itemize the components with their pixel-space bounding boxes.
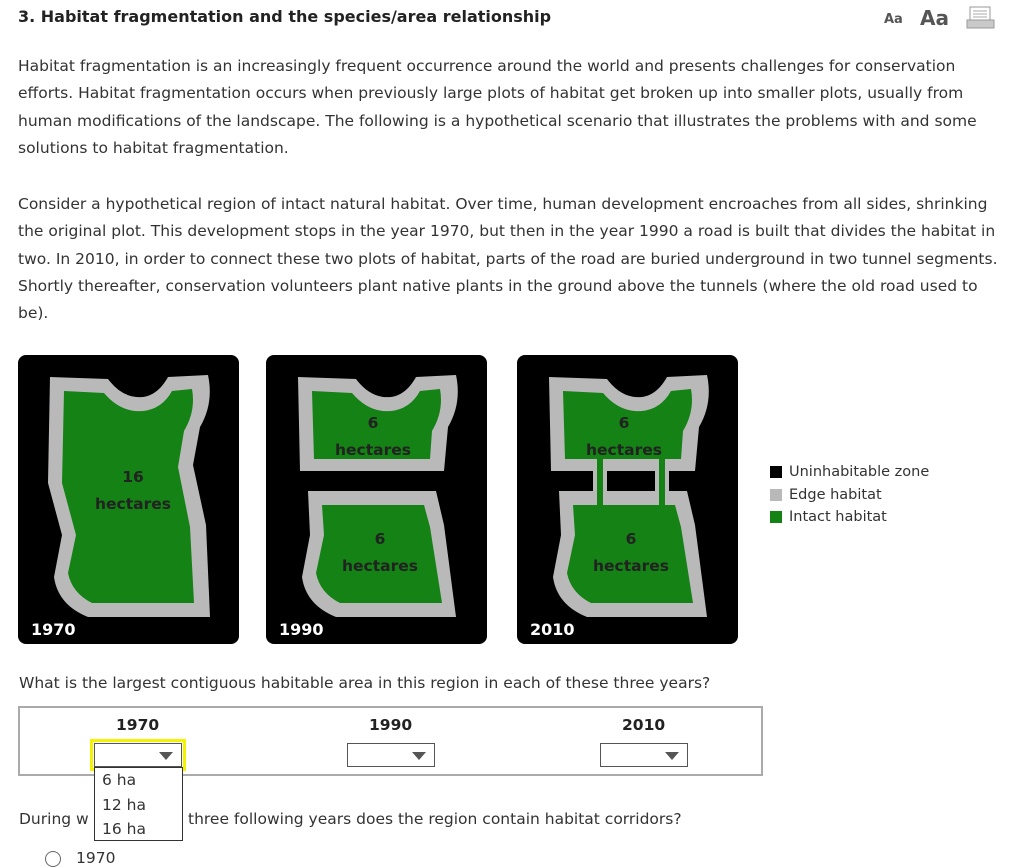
question-2-text-end: three following years does the region contain habitat corridors? bbox=[188, 810, 682, 828]
column-header-1970: 1970 bbox=[116, 716, 160, 734]
area-label-north: 6 hectares bbox=[586, 414, 662, 459]
chevron-down-icon bbox=[412, 752, 426, 760]
radio-label-1970: 1970 bbox=[76, 849, 116, 867]
select-1970[interactable] bbox=[94, 743, 182, 767]
print-icon[interactable] bbox=[966, 6, 996, 34]
dropdown-option[interactable]: 6 ha bbox=[102, 771, 137, 789]
dropdown-option[interactable]: 16 ha bbox=[102, 820, 146, 838]
question-2-text-start: During w bbox=[19, 810, 89, 828]
chevron-down-icon bbox=[159, 752, 173, 760]
legend-item-edge: Edge habitat bbox=[770, 484, 929, 507]
area-label: 16 hectares bbox=[95, 468, 171, 513]
column-header-1990: 1990 bbox=[369, 716, 413, 734]
habitat-map-2010 bbox=[517, 355, 738, 644]
radio-1970[interactable] bbox=[45, 851, 61, 867]
intro-paragraph-2: Consider a hypothetical region of intact natural habitat. Over time, human development encroaches from all sides, shrinking the original plot. This development stops in the year 1970, but then in the year 1990 a road is built that divides the habitat in two. In 2010, in order to connect these two plots of habitat, parts of the road are buried underground in two tunnel segments. Shortly thereafter, conservation volunteers plant native plants in the ground above the tunnels (where the old road used to be). bbox=[18, 195, 998, 323]
legend-item-uninhabitable: Uninhabitable zone bbox=[770, 461, 929, 484]
dropdown-option[interactable]: 12 ha bbox=[102, 795, 146, 814]
area-label-south: 6 hectares bbox=[342, 530, 418, 575]
page-title: 3. Habitat fragmentation and the species/area relationship bbox=[18, 7, 552, 26]
area-label-south: 6 hectares bbox=[593, 530, 669, 575]
panel-year: 1990 bbox=[279, 620, 324, 639]
habitat-panel-2010 bbox=[517, 355, 738, 644]
column-header-2010: 2010 bbox=[622, 716, 666, 734]
font-size-large-button[interactable]: Aa bbox=[920, 6, 949, 30]
chevron-down-icon bbox=[665, 752, 679, 760]
area-label-north: 6 hectares bbox=[335, 414, 411, 459]
select-2010[interactable] bbox=[600, 743, 688, 767]
legend-swatch bbox=[770, 489, 782, 501]
habitat-map-1990 bbox=[266, 355, 487, 644]
intro-paragraph-1: Habitat fragmentation is an increasingly frequent occurrence around the world and presents challenges for conservation efforts. Habitat fragmentation occurs when previously large plots of habitat get broken up into smaller plots, usually from human modifications of the landscape. The following is a hypothetical scenario that illustrates the problems with and some solutions to habitat fragmentation. bbox=[18, 57, 977, 157]
select-1990[interactable] bbox=[347, 743, 435, 767]
legend-swatch bbox=[770, 466, 782, 478]
legend bbox=[770, 461, 929, 529]
habitat-panel-1990 bbox=[266, 355, 487, 644]
panel-year: 2010 bbox=[530, 620, 575, 639]
panel-year: 1970 bbox=[31, 620, 76, 639]
question-1-text: What is the largest contiguous habitable area in this region in each of these three years? bbox=[19, 674, 711, 692]
legend-swatch bbox=[770, 511, 782, 523]
legend-item-intact: Intact habitat bbox=[770, 506, 929, 529]
dropdown-menu-1970 bbox=[94, 767, 183, 841]
habitat-panel-1970 bbox=[18, 355, 239, 644]
font-size-small-button[interactable]: Aa bbox=[884, 12, 903, 27]
